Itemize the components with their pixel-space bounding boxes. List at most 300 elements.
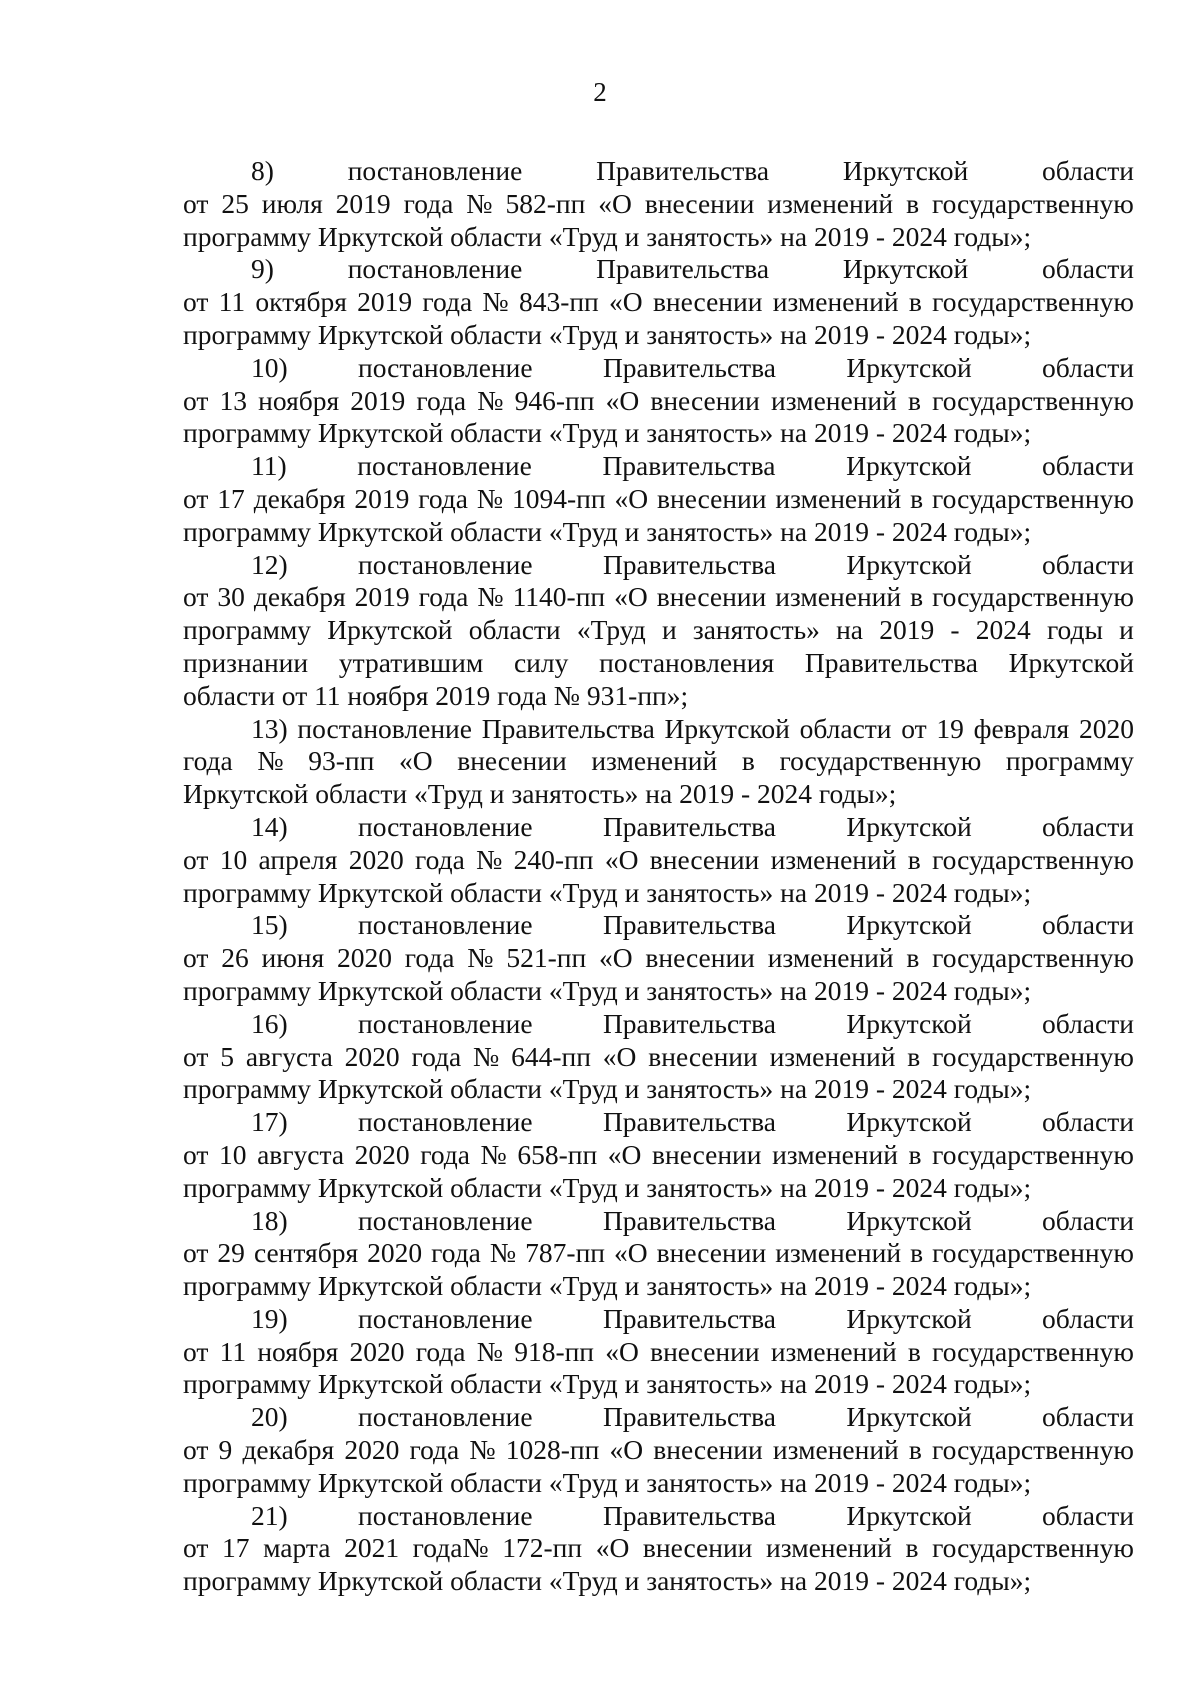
word: изменений xyxy=(775,482,902,514)
word: 15) xyxy=(251,909,288,941)
text-line xyxy=(183,1139,1134,1172)
word: Правительства xyxy=(602,1007,776,1039)
text-line xyxy=(183,1172,1134,1205)
word: 843-пп xyxy=(518,286,599,318)
page-number: 2 xyxy=(593,77,607,107)
word: в xyxy=(905,1532,919,1564)
list-item xyxy=(183,713,1134,811)
word: постановление xyxy=(358,548,533,580)
word: внесении xyxy=(642,1532,753,1564)
word: Иркутской xyxy=(846,450,972,482)
word: государственную xyxy=(932,942,1134,974)
word: сентября xyxy=(253,1237,359,1269)
word: постановление xyxy=(358,909,533,941)
word: внесении xyxy=(648,1040,758,1072)
word: 29 xyxy=(217,1237,245,1269)
text-line xyxy=(183,1270,1134,1303)
word: 8) xyxy=(251,155,274,186)
word: 9 xyxy=(218,1434,233,1466)
word: 2020 xyxy=(349,1335,405,1367)
word: внесении xyxy=(649,843,760,875)
word: «О xyxy=(604,843,639,875)
word: государственную xyxy=(932,1434,1134,1466)
word: 26 xyxy=(221,942,249,974)
word: изменений xyxy=(772,1138,898,1170)
word: государственную xyxy=(932,187,1134,219)
word: года xyxy=(404,942,455,974)
word: области xyxy=(1042,909,1134,941)
word: государственную xyxy=(932,1237,1134,1269)
word: 30 xyxy=(217,581,245,613)
word: годы xyxy=(1046,614,1103,646)
word: изменений xyxy=(770,843,897,875)
list-item xyxy=(183,549,1134,713)
word: Иркутской xyxy=(846,1302,972,1334)
word: 644-пп xyxy=(511,1040,591,1072)
word: от xyxy=(183,384,209,416)
word: № xyxy=(480,1138,507,1170)
word: 2019 xyxy=(354,482,410,514)
word: Правительства xyxy=(602,1204,776,1236)
text-line xyxy=(183,188,1134,221)
word: области xyxy=(1042,1401,1134,1433)
word: 11 xyxy=(218,286,246,318)
word: 2019 xyxy=(357,286,413,318)
word: декабря xyxy=(253,581,346,613)
word: Правительства xyxy=(596,253,770,285)
text-line xyxy=(183,352,1134,385)
word: области xyxy=(1042,450,1134,482)
text-line xyxy=(183,253,1134,286)
word: постановление xyxy=(358,1499,533,1531)
word: области xyxy=(1042,810,1134,842)
word: года xyxy=(420,1138,470,1170)
word: августа xyxy=(245,1040,333,1072)
text-line xyxy=(183,155,1134,188)
word: постановление xyxy=(358,1106,533,1138)
word: государственную xyxy=(932,1138,1134,1170)
word: от xyxy=(183,187,209,219)
text-line xyxy=(183,942,1134,975)
text-line xyxy=(183,1401,1134,1434)
word: 9) xyxy=(251,253,274,285)
word: внесении xyxy=(650,1335,760,1367)
word: признании xyxy=(183,646,309,678)
word: Иркутской xyxy=(846,1106,972,1138)
word: 2020 xyxy=(367,1237,423,1269)
word: Иркутской области «Труд и занятость» на 2019 - 2024 годы»; xyxy=(183,778,897,810)
word: года xyxy=(183,745,233,777)
word: Иркутской xyxy=(846,351,972,383)
word: 946-пп xyxy=(514,384,595,416)
word: Правительства xyxy=(602,810,776,842)
word: внесении xyxy=(652,1138,762,1170)
word: государственную xyxy=(932,1040,1134,1072)
word: изменений xyxy=(767,942,894,974)
word: программу xyxy=(183,614,312,646)
list-item xyxy=(183,253,1134,351)
word: «Труд xyxy=(576,614,646,646)
text-line xyxy=(183,1565,1134,1598)
word: постановление xyxy=(358,351,533,383)
word: области xyxy=(1042,1106,1134,1138)
word: Иркутской xyxy=(846,909,972,941)
word: 16) xyxy=(251,1007,288,1039)
word: 582-пп xyxy=(505,187,586,219)
word: постановление xyxy=(297,712,472,744)
list-item xyxy=(183,1303,1134,1401)
word: февраля xyxy=(973,712,1070,744)
word: «О xyxy=(398,745,433,777)
word: «О xyxy=(609,1434,644,1466)
word: № xyxy=(476,843,503,875)
word: года xyxy=(403,187,454,219)
word: Иркутской xyxy=(327,614,453,646)
word: области xyxy=(468,614,561,646)
word: занятость» xyxy=(692,614,820,646)
list-item xyxy=(183,909,1134,1007)
word: 2019 xyxy=(879,614,935,646)
word: в xyxy=(910,1237,924,1269)
word: государственную xyxy=(932,384,1134,416)
word: изменений xyxy=(772,1434,899,1466)
word: области xyxy=(1042,1302,1134,1334)
word: года xyxy=(411,1040,462,1072)
word: области xyxy=(1042,548,1134,580)
word: внесении xyxy=(656,1237,767,1269)
word: года xyxy=(415,843,465,875)
word: внесении xyxy=(644,187,755,219)
word: 787-пп xyxy=(525,1237,606,1269)
word: изменений xyxy=(772,286,899,318)
word: 521-пп xyxy=(506,942,587,974)
word: государственную xyxy=(932,286,1134,318)
word: от xyxy=(183,942,209,974)
word: от xyxy=(183,1532,209,1564)
word: 10) xyxy=(251,351,288,383)
text-line xyxy=(183,1303,1134,1336)
word: 2020 xyxy=(354,1138,410,1170)
word: внесении xyxy=(653,1434,763,1466)
text-line xyxy=(183,319,1134,352)
word: № xyxy=(489,1237,517,1269)
text-line xyxy=(183,1205,1134,1238)
word: на xyxy=(836,614,864,646)
word: «О xyxy=(605,384,640,416)
word: внесении xyxy=(645,942,755,974)
word: Правительства xyxy=(596,155,770,186)
word: постановление xyxy=(358,1204,533,1236)
word: программу Иркутской области «Труд и занятость» на 2019 - 2024 годы»; xyxy=(183,1466,1032,1498)
text-line xyxy=(183,909,1134,942)
word: «О xyxy=(614,581,648,613)
word: 11) xyxy=(251,450,287,482)
word: области xyxy=(1042,1007,1134,1039)
word: года xyxy=(418,581,469,613)
word: № xyxy=(473,1040,500,1072)
word: 2024 xyxy=(975,614,1031,646)
text-line xyxy=(183,1336,1134,1369)
word: № xyxy=(476,482,504,514)
word: программу xyxy=(1005,745,1134,777)
word: 17 xyxy=(217,482,245,514)
word: 10 xyxy=(219,843,248,875)
text-line xyxy=(183,417,1134,450)
list-item xyxy=(183,450,1134,548)
word: в xyxy=(907,384,921,416)
word: апреля xyxy=(258,843,338,875)
word: Правительства xyxy=(804,646,978,678)
word: в xyxy=(906,942,920,974)
list-item xyxy=(183,352,1134,450)
list-item xyxy=(183,1205,1134,1303)
word: Правительства xyxy=(602,351,776,383)
word: года xyxy=(409,1434,460,1466)
word: 2020 xyxy=(344,1434,400,1466)
word: «О xyxy=(607,1138,642,1170)
word: 17 xyxy=(222,1532,250,1564)
word: 658-пп xyxy=(517,1138,598,1170)
word: 2019 xyxy=(350,384,406,416)
word: государственную xyxy=(932,581,1134,613)
word: 19) xyxy=(251,1302,288,1334)
word: 1140-пп xyxy=(512,581,606,613)
word: в xyxy=(907,1335,921,1367)
word: постановление xyxy=(347,253,523,285)
word: изменений xyxy=(770,1335,897,1367)
text-line xyxy=(183,844,1134,877)
text-line xyxy=(183,778,1134,811)
text-line xyxy=(183,385,1134,418)
word: внесении xyxy=(650,384,760,416)
text-line xyxy=(183,1368,1134,1401)
word: Иркутской xyxy=(846,1204,972,1236)
word: от xyxy=(183,581,209,613)
word: № xyxy=(482,286,509,318)
list-item xyxy=(183,1500,1134,1598)
word: «О xyxy=(614,482,649,514)
word: Иркутской xyxy=(846,1401,972,1433)
word: постановление xyxy=(347,155,523,186)
text-line xyxy=(183,1434,1134,1467)
word: «О xyxy=(602,1040,637,1072)
word: постановления xyxy=(599,646,775,678)
word: в xyxy=(910,482,924,514)
word: изменений xyxy=(591,745,718,777)
word: от xyxy=(183,1335,209,1367)
word: 11 xyxy=(219,1335,247,1367)
word: 20) xyxy=(251,1401,288,1433)
word: Иркутской xyxy=(1008,646,1134,678)
text-line xyxy=(183,450,1134,483)
word: государственную xyxy=(932,482,1134,514)
word: программу Иркутской области «Труд и занятость» на 2019 - 2024 годы»; xyxy=(183,1368,1032,1400)
word: октября xyxy=(255,286,347,318)
word: в xyxy=(907,1040,921,1072)
word: Иркутской xyxy=(846,1007,972,1039)
word: Иркутской xyxy=(846,548,972,580)
word: программу Иркутской области «Труд и занятость» на 2019 - 2024 годы»; xyxy=(183,220,1032,252)
word: программу Иркутской области «Труд и занятость» на 2019 - 2024 годы»; xyxy=(183,1171,1032,1203)
text-line xyxy=(183,1008,1134,1041)
word: Правительства xyxy=(602,1401,776,1433)
text-line xyxy=(183,1237,1134,1270)
word: № xyxy=(476,1335,503,1367)
word: Иркутской xyxy=(664,712,790,744)
word: 93-пп xyxy=(308,745,375,777)
word: Правительства xyxy=(481,712,655,744)
word: № xyxy=(477,384,504,416)
word: 5 xyxy=(220,1040,234,1072)
word: 2019 xyxy=(354,581,410,613)
text-line xyxy=(183,811,1134,844)
word: - xyxy=(950,614,960,646)
list-item xyxy=(183,1008,1134,1106)
word: 25 xyxy=(221,187,249,219)
text-line xyxy=(183,1532,1134,1565)
word: 1028-пп xyxy=(505,1434,600,1466)
word: 2019 xyxy=(335,187,391,219)
word: «О xyxy=(595,1532,630,1564)
word: 17) xyxy=(251,1106,288,1138)
word: государственную xyxy=(932,1335,1134,1367)
word: постановление xyxy=(358,1302,533,1334)
word: программу Иркутской области «Труд и занятость» на 2019 - 2024 годы»; xyxy=(183,1565,1032,1597)
word: государственную xyxy=(932,843,1134,875)
word: № xyxy=(467,942,494,974)
word: Правительства xyxy=(602,548,776,580)
text-line xyxy=(183,1041,1134,1074)
word: 2020 xyxy=(336,942,392,974)
word: постановление xyxy=(358,810,533,842)
word: области xyxy=(1042,1204,1134,1236)
word: государственную xyxy=(932,1532,1134,1564)
word: Правительства xyxy=(602,909,776,941)
word: Правительства xyxy=(602,450,776,482)
word: года xyxy=(415,1335,466,1367)
word: Иркутской xyxy=(846,810,972,842)
word: от xyxy=(183,843,209,875)
word: изменений xyxy=(767,187,894,219)
word: в xyxy=(908,286,922,318)
word: 2020 xyxy=(344,1040,400,1072)
word: 2020 xyxy=(1078,712,1134,744)
word: года xyxy=(418,482,468,514)
word: изменений xyxy=(769,1040,896,1072)
word: 2021 xyxy=(344,1532,400,1564)
word: программу Иркутской области «Труд и занятость» на 2019 - 2024 годы»; xyxy=(183,1270,1032,1302)
word: в xyxy=(908,1434,922,1466)
word: силу xyxy=(513,646,569,678)
word: 1094-пп xyxy=(512,482,606,514)
word: года xyxy=(416,384,467,416)
word: программу Иркутской области «Труд и занятость» на 2019 - 2024 годы»; xyxy=(183,876,1032,908)
text-line xyxy=(183,647,1134,680)
word: 918-пп xyxy=(514,1335,595,1367)
text-line xyxy=(183,1467,1134,1500)
text-line xyxy=(183,975,1134,1008)
word: Правительства xyxy=(602,1302,776,1334)
word: внесении xyxy=(652,286,763,318)
word: от xyxy=(183,482,209,514)
document-body xyxy=(183,155,1134,1598)
word: «О xyxy=(609,286,643,318)
word: постановление xyxy=(357,450,532,482)
word: августа xyxy=(257,1138,345,1170)
word: 240-пп xyxy=(513,843,594,875)
word: «О xyxy=(614,1237,648,1269)
word: в xyxy=(908,1138,922,1170)
word: изменений xyxy=(775,581,902,613)
text-line xyxy=(183,483,1134,516)
word: ноября xyxy=(257,1335,339,1367)
word: постановление xyxy=(358,1007,533,1039)
text-line xyxy=(183,1500,1134,1533)
list-item xyxy=(183,1401,1134,1499)
word: от xyxy=(183,1040,209,1072)
word: программу Иркутской области «Труд и занятость» на 2019 - 2024 годы»; xyxy=(183,318,1032,350)
list-item xyxy=(183,1106,1134,1204)
list-item xyxy=(183,811,1134,909)
word: от xyxy=(183,1237,209,1269)
word: года xyxy=(422,286,473,318)
word: года№ xyxy=(412,1532,489,1564)
word: в xyxy=(910,581,924,613)
word: 172-пп xyxy=(502,1532,583,1564)
word: Иркутской xyxy=(842,155,969,186)
word: программу Иркутской области «Труд и занятость» на 2019 - 2024 годы»; xyxy=(183,515,1032,547)
word: «О xyxy=(598,942,633,974)
word: и xyxy=(1119,614,1134,646)
word: июня xyxy=(261,942,325,974)
word: декабря xyxy=(242,1434,335,1466)
text-line xyxy=(183,877,1134,910)
word: 19 xyxy=(936,712,964,744)
word: области xyxy=(1042,351,1134,383)
word: 18) xyxy=(251,1204,288,1236)
word: и xyxy=(661,614,677,646)
word: 21) xyxy=(251,1499,288,1531)
word: программу Иркутской области «Труд и занятость» на 2019 - 2024 годы»; xyxy=(183,417,1032,449)
word: года xyxy=(431,1237,481,1269)
word: области xyxy=(1042,1499,1134,1531)
text-line xyxy=(183,713,1134,746)
word: внесении xyxy=(656,581,767,613)
word: программу Иркутской области «Труд и занятость» на 2019 - 2024 годы»; xyxy=(183,974,1032,1006)
text-line xyxy=(183,221,1134,254)
text-line xyxy=(183,549,1134,582)
word: внесении xyxy=(457,745,567,777)
word: 14) xyxy=(251,810,288,842)
word: области xyxy=(1042,155,1134,186)
word: постановление xyxy=(358,1401,533,1433)
word: № xyxy=(466,187,493,219)
word: области xyxy=(799,712,892,744)
word: «О xyxy=(598,187,632,219)
word: изменений xyxy=(770,384,897,416)
word: № xyxy=(469,1434,496,1466)
word: Иркутской xyxy=(846,1499,972,1531)
word: изменений xyxy=(775,1237,902,1269)
word: № xyxy=(257,745,284,777)
word: «О xyxy=(605,1335,639,1367)
word: 10 xyxy=(218,1138,247,1170)
word: в xyxy=(906,187,920,219)
word: в xyxy=(907,843,921,875)
word: в xyxy=(741,745,755,777)
word: ноября xyxy=(258,384,340,416)
word: области от 11 ноября 2019 года № 931-пп»; xyxy=(183,679,689,711)
